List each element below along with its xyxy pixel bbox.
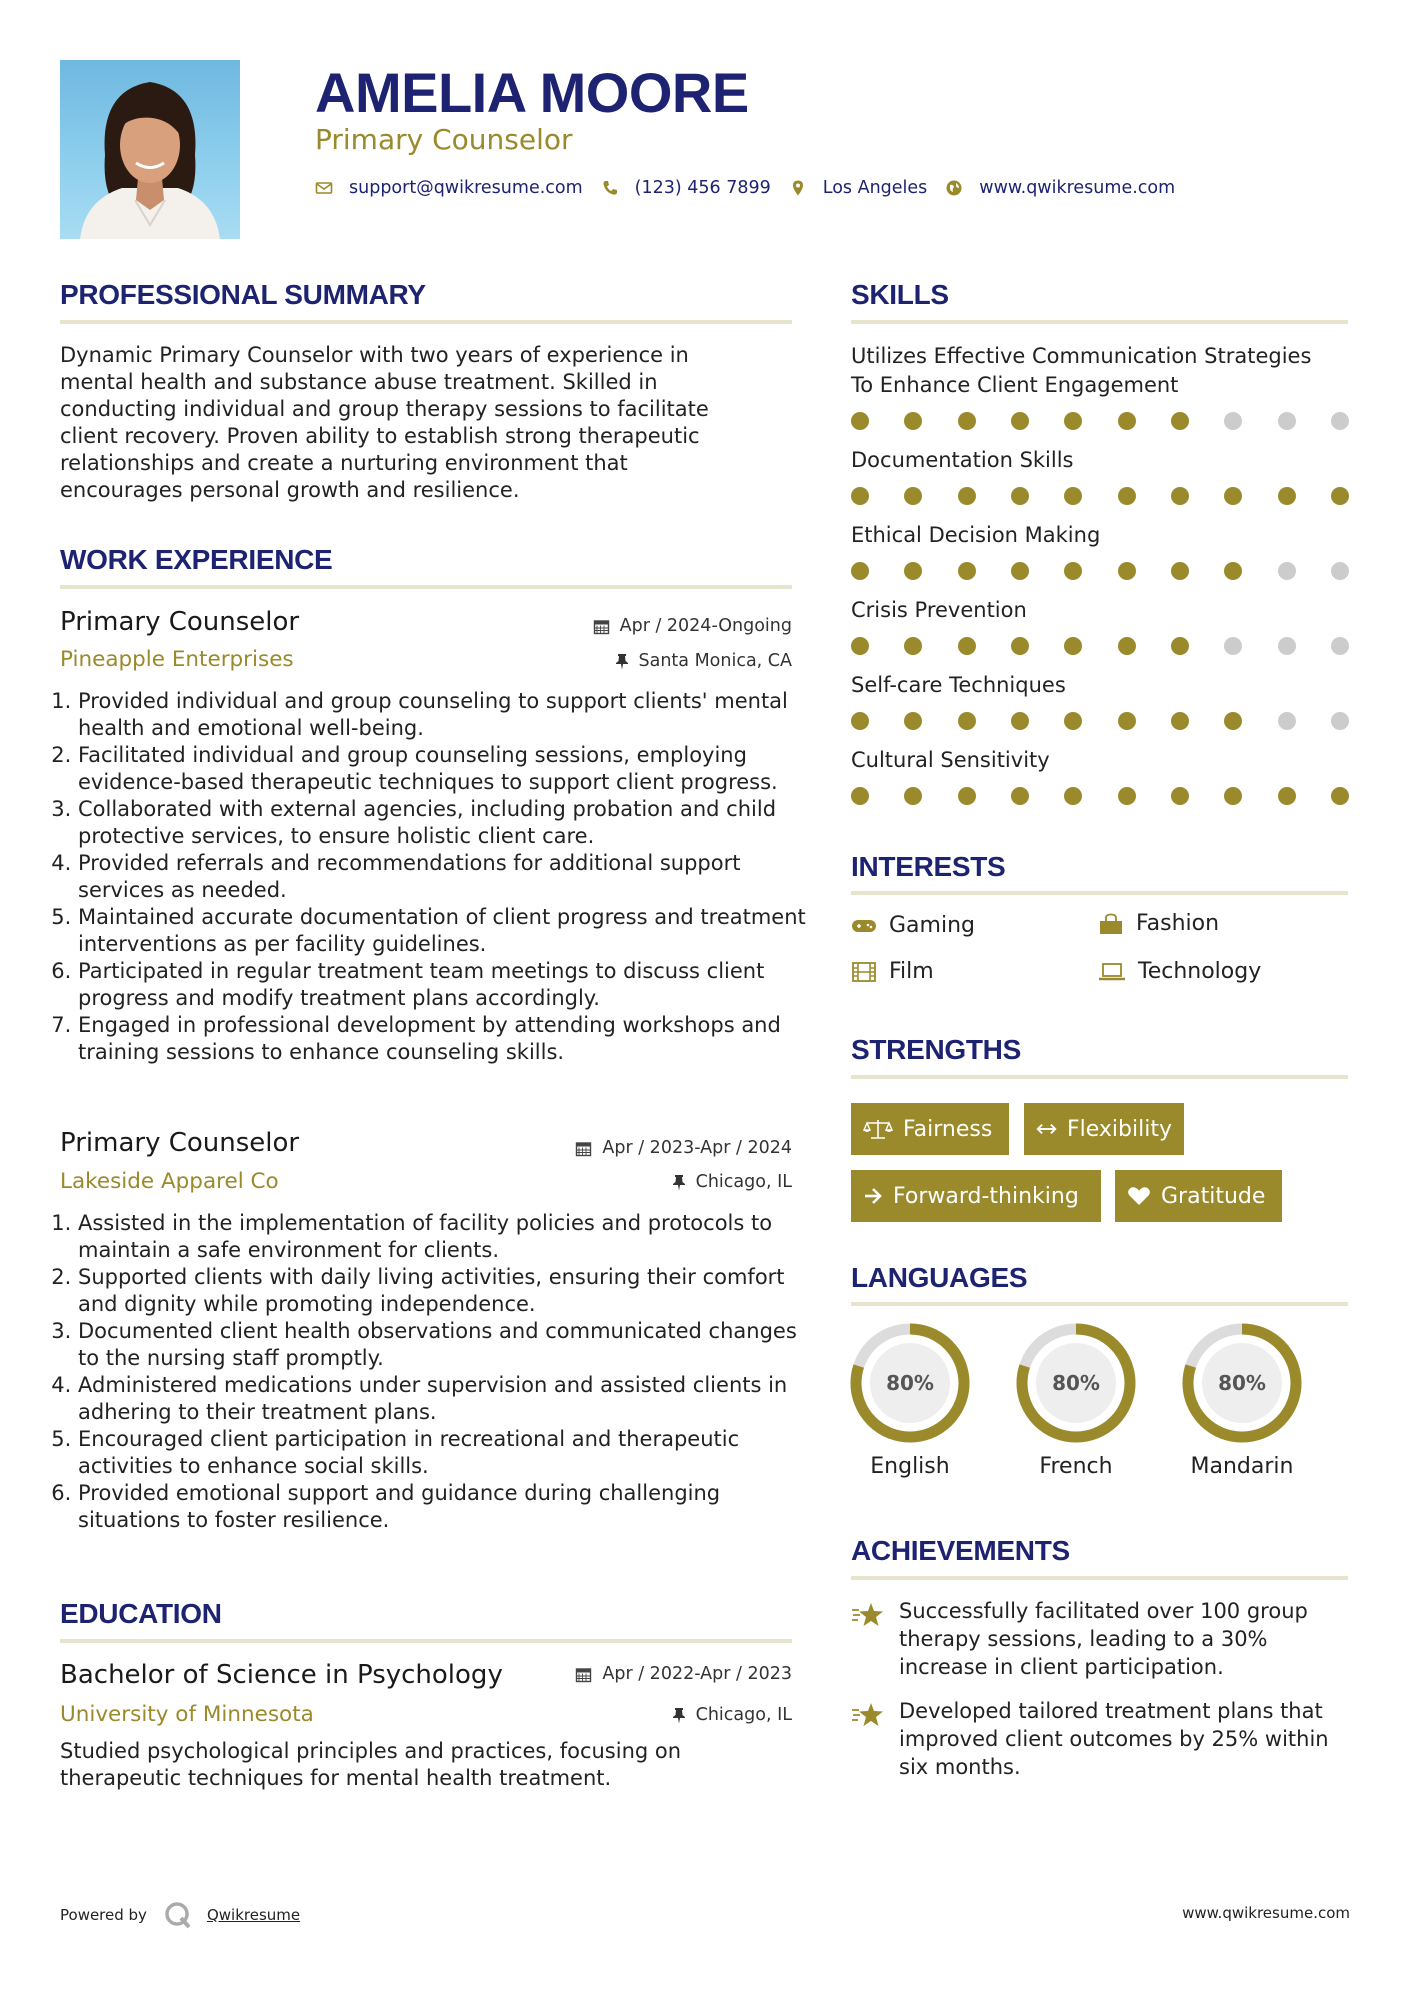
skill-dot-filled: [1171, 712, 1189, 730]
skill-item: [851, 596, 1351, 655]
skill-label: Utilizes Effective Communication Strategies: [851, 344, 1312, 368]
arrows-horizontal-icon: [1036, 1120, 1057, 1138]
skill-dot-filled: [1118, 637, 1136, 655]
job-responsibilities: [60, 688, 810, 1066]
language-percent: 80%: [886, 1371, 934, 1395]
skill-dot-filled: [1064, 487, 1082, 505]
education-line: therapeutic techniques for mental health treatment.: [60, 1766, 612, 1790]
summary-line: mental health and substance abuse treatment. Skilled in: [60, 370, 658, 394]
skill-label: Self-care Techniques: [851, 673, 1066, 697]
skill-item: [851, 342, 1351, 430]
pushpin-icon: [672, 1174, 686, 1191]
achievement-line: increase in client participation.: [899, 1655, 1224, 1679]
school-name: University of Minnesota: [60, 1702, 314, 1727]
education-location: [480, 1703, 792, 1727]
skill-dot-filled: [958, 637, 976, 655]
skill-dot-empty: [1278, 637, 1296, 655]
education-date: [480, 1662, 792, 1686]
pushpin-icon: [615, 653, 629, 670]
strength-tag-fairness: [851, 1103, 1009, 1155]
interest-label: Gaming: [889, 913, 975, 938]
map-pin-icon: [789, 179, 807, 197]
achievement-line: six months.: [899, 1755, 1021, 1779]
calendar-icon: [575, 1666, 592, 1683]
skill-dot-filled: [1118, 712, 1136, 730]
work-rule: [60, 585, 792, 589]
skill-dot-filled: [1011, 712, 1029, 730]
summary-heading: PROFESSIONAL SUMMARY: [60, 279, 426, 310]
skill-label: Cultural Sensitivity: [851, 748, 1050, 772]
skill-dot-filled: [904, 412, 922, 430]
contact-phone[interactable]: [601, 178, 771, 198]
heart-icon: [1127, 1186, 1151, 1206]
summary-text: [60, 342, 800, 504]
skill-dot-filled: [851, 487, 869, 505]
degree-title: Bachelor of Science in Psychology: [60, 1660, 503, 1690]
language-name: English: [870, 1454, 950, 1479]
skill-dot-filled: [1064, 562, 1082, 580]
skill-dot-filled: [904, 712, 922, 730]
interests-heading: INTERESTS: [851, 851, 1006, 882]
skill-dot-filled: [1011, 562, 1029, 580]
skill-dot-filled: [1064, 412, 1082, 430]
skill-rating: [851, 637, 1349, 655]
skill-dot-filled: [1331, 487, 1349, 505]
language-name: Mandarin: [1190, 1454, 1294, 1479]
interest-film: [851, 958, 934, 986]
skill-dot-filled: [1224, 562, 1242, 580]
skill-dot-filled: [958, 487, 976, 505]
achievements-rule: [851, 1576, 1348, 1580]
film-icon: [851, 961, 877, 983]
list-item: 1. Assisted in the implementation of facility policies and protocols to maintain a safe environment for clients.: [78, 1210, 810, 1264]
skill-dot-filled: [958, 412, 976, 430]
email-text: support@qwikresume.com: [349, 178, 583, 198]
footer-powered-by: [60, 1900, 300, 1930]
qwikresume-logo-icon: [163, 1900, 193, 1930]
summary-line: Dynamic Primary Counselor with two years of experience in: [60, 343, 689, 367]
skill-dot-filled: [1064, 787, 1082, 805]
strengths-heading: STRENGTHS: [851, 1034, 1021, 1065]
strength-label: Forward-thinking: [893, 1183, 1079, 1209]
list-item: 5. Maintained accurate documentation of client progress and treatment interventions as per facility guidelines.: [78, 904, 810, 958]
arrow-right-icon: [863, 1187, 883, 1205]
skill-dot-filled: [1278, 787, 1296, 805]
skill-dot-filled: [1224, 787, 1242, 805]
skill-dot-filled: [1118, 562, 1136, 580]
languages-heading: LANGUAGES: [851, 1262, 1028, 1293]
skill-dot-empty: [1278, 562, 1296, 580]
language-name: French: [1039, 1454, 1113, 1479]
strength-label: Gratitude: [1161, 1183, 1266, 1209]
list-item: 6. Provided emotional support and guidance during challenging situations to foster resilience.: [78, 1480, 810, 1534]
skill-dot-filled: [1064, 712, 1082, 730]
globe-icon: [945, 179, 963, 197]
achievement-text: [899, 1597, 1308, 1681]
powered-by-text: Powered by: [60, 1906, 147, 1924]
profile-photo: [60, 60, 240, 239]
skill-item: [851, 521, 1351, 580]
contact-website[interactable]: [945, 178, 1175, 198]
education-line: Studied psychological principles and practices, focusing on: [60, 1739, 682, 1763]
skill-dot-empty: [1331, 562, 1349, 580]
contact-location: [789, 178, 928, 198]
work-heading: WORK EXPERIENCE: [60, 544, 333, 575]
brand-link[interactable]: Qwikresume: [206, 1906, 301, 1924]
list-item: 3. Collaborated with external agencies, including probation and child protective services, to ensure holistic client care.: [78, 796, 810, 850]
job-date: [480, 1136, 792, 1160]
skill-dot-filled: [1171, 787, 1189, 805]
list-item: 4. Provided referrals and recommendations for additional support services as needed.: [78, 850, 810, 904]
shopping-bag-icon: [1098, 913, 1124, 935]
skill-item: [851, 446, 1351, 505]
skill-dot-empty: [1331, 637, 1349, 655]
contact-bar: [315, 178, 1193, 198]
skill-dot-empty: [1278, 712, 1296, 730]
language-item: [1001, 1322, 1151, 1479]
skill-dot-filled: [958, 562, 976, 580]
achievement-line: therapy sessions, leading to a 30%: [899, 1627, 1268, 1651]
skill-dot-filled: [851, 412, 869, 430]
strength-label: Fairness: [903, 1116, 993, 1142]
skill-label: To Enhance Client Engagement: [851, 373, 1179, 397]
skill-dot-empty: [1278, 412, 1296, 430]
calendar-icon: [575, 1140, 592, 1157]
language-item: [835, 1322, 985, 1479]
skill-dot-filled: [1171, 487, 1189, 505]
skill-dot-filled: [904, 487, 922, 505]
skill-rating: [851, 712, 1349, 730]
job-date-text: Apr / 2024-Ongoing: [619, 616, 792, 636]
job-date-text: Apr / 2023-Apr / 2024: [602, 1138, 792, 1158]
skill-dot-filled: [1011, 637, 1029, 655]
education-description: [60, 1738, 800, 1792]
envelope-icon: [315, 179, 333, 197]
list-item: 1. Provided individual and group counseling to support clients' mental health and emotional well-being.: [78, 688, 810, 742]
footer-website[interactable]: www.qwikresume.com: [1182, 1904, 1350, 1922]
star-icon: [851, 1601, 885, 1629]
skill-rating: [851, 787, 1349, 805]
achievement-item: [851, 1597, 1356, 1681]
summary-line: client recovery. Proven ability to establish strong therapeutic: [60, 424, 700, 448]
interest-label: Technology: [1138, 959, 1262, 984]
interest-fashion: [1098, 910, 1219, 938]
skill-dot-filled: [1118, 412, 1136, 430]
skill-dot-filled: [1224, 712, 1242, 730]
skill-dot-filled: [904, 562, 922, 580]
list-item: 7. Engaged in professional development by attending workshops and training sessions to enhance counseling skills.: [78, 1012, 810, 1066]
list-item: 4. Administered medications under supervision and assisted clients in adhering to their treatment plans.: [78, 1372, 810, 1426]
list-item: 6. Participated in regular treatment team meetings to discuss client progress and modify treatment plans accordingly.: [78, 958, 810, 1012]
summary-line: conducting individual and group therapy sessions to facilitate: [60, 397, 709, 421]
skill-dot-filled: [1171, 562, 1189, 580]
phone-icon: [601, 179, 619, 197]
skill-dot-filled: [1064, 637, 1082, 655]
skill-dot-filled: [1171, 412, 1189, 430]
strengths-rule: [851, 1075, 1348, 1079]
list-item: 2. Supported clients with daily living activities, ensuring their comfort and dignity while promoting independence.: [78, 1264, 810, 1318]
skill-dot-empty: [1224, 412, 1242, 430]
skill-dot-filled: [904, 637, 922, 655]
interest-gaming: [851, 912, 975, 940]
skill-item: [851, 746, 1351, 805]
achievement-line: improved client outcomes by 25% within: [899, 1727, 1329, 1751]
achievements-heading: ACHIEVEMENTS: [851, 1535, 1070, 1566]
skill-dot-empty: [1331, 412, 1349, 430]
candidate-name: AMELIA MOORE: [315, 61, 749, 124]
skill-rating: [851, 487, 1349, 505]
laptop-icon: [1098, 961, 1126, 983]
skill-dot-filled: [851, 787, 869, 805]
skill-dot-filled: [851, 637, 869, 655]
education-location-text: Chicago, IL: [695, 1705, 792, 1725]
job-location-text: Chicago, IL: [695, 1172, 792, 1192]
contact-email[interactable]: [315, 178, 583, 198]
interest-label: Film: [889, 959, 934, 984]
list-item: 5. Encouraged client participation in recreational and therapeutic activities to enhance social skills.: [78, 1426, 810, 1480]
location-text: Los Angeles: [822, 178, 928, 198]
job-company: Lakeside Apparel Co: [60, 1169, 279, 1194]
language-ring: [1181, 1322, 1303, 1444]
skill-label: Crisis Prevention: [851, 598, 1027, 622]
skill-label: Documentation Skills: [851, 448, 1074, 472]
education-heading: EDUCATION: [60, 1598, 222, 1629]
education-date-text: Apr / 2022-Apr / 2023: [602, 1664, 792, 1684]
achievement-line: Developed tailored treatment plans that: [899, 1699, 1323, 1723]
strength-tag-forward-thinking: [851, 1170, 1101, 1222]
language-ring: [1015, 1322, 1137, 1444]
skills-rule: [851, 320, 1348, 324]
skill-label: Ethical Decision Making: [851, 523, 1101, 547]
skill-dot-filled: [1118, 787, 1136, 805]
job-title: Primary Counselor: [60, 607, 300, 637]
skill-dot-empty: [1331, 712, 1349, 730]
skills-heading: SKILLS: [851, 279, 949, 310]
job-location: [480, 649, 792, 673]
phone-text: (123) 456 7899: [634, 178, 771, 198]
skill-dot-filled: [1278, 487, 1296, 505]
strength-tag-flexibility: [1024, 1103, 1184, 1155]
job-location: [480, 1170, 792, 1194]
interests-rule: [851, 891, 1348, 895]
interest-technology: [1098, 958, 1261, 986]
job-title: Primary Counselor: [60, 1128, 300, 1158]
skill-dot-filled: [904, 787, 922, 805]
skill-dot-filled: [1011, 487, 1029, 505]
strength-label: Flexibility: [1067, 1116, 1172, 1142]
summary-rule: [60, 320, 792, 324]
language-item: [1167, 1322, 1317, 1479]
skill-dot-filled: [1331, 787, 1349, 805]
strength-tag-gratitude: [1115, 1170, 1282, 1222]
skill-dot-filled: [958, 712, 976, 730]
star-icon: [851, 1701, 885, 1729]
skill-dot-filled: [851, 562, 869, 580]
website-text: www.qwikresume.com: [979, 178, 1176, 198]
skill-rating: [851, 562, 1349, 580]
skill-rating: [851, 412, 1349, 430]
language-ring: [849, 1322, 971, 1444]
job-company: Pineapple Enterprises: [60, 647, 294, 672]
education-rule: [60, 1639, 792, 1643]
skill-dot-filled: [1171, 637, 1189, 655]
skill-dot-filled: [1224, 487, 1242, 505]
languages-rule: [851, 1302, 1348, 1306]
achievement-text: [899, 1697, 1329, 1781]
gamepad-icon: [851, 917, 877, 935]
language-percent: 80%: [1218, 1371, 1266, 1395]
language-percent: 80%: [1052, 1371, 1100, 1395]
job-location-text: Santa Monica, CA: [638, 651, 792, 671]
list-item: 3. Documented client health observations and communicated changes to the nursing staff promptly.: [78, 1318, 810, 1372]
calendar-icon: [593, 618, 610, 635]
candidate-title: Primary Counselor: [315, 123, 573, 156]
skill-dot-filled: [851, 712, 869, 730]
summary-line: relationships and create a nurturing environment that: [60, 451, 628, 475]
summary-line: encourages personal growth and resilience.: [60, 478, 520, 502]
job-date: [480, 614, 792, 638]
interest-label: Fashion: [1136, 911, 1220, 936]
achievement-item: [851, 1697, 1356, 1781]
skill-item: [851, 671, 1351, 730]
pushpin-icon: [672, 1707, 686, 1724]
list-item: 2. Facilitated individual and group counseling sessions, employing evidence-based therapeutic techniques to support client progress.: [78, 742, 810, 796]
job-responsibilities: [60, 1210, 810, 1534]
balance-scale-icon: [863, 1118, 893, 1140]
skill-dot-filled: [1118, 487, 1136, 505]
achievement-line: Successfully facilitated over 100 group: [899, 1599, 1308, 1623]
skill-dot-filled: [958, 787, 976, 805]
skill-dot-filled: [1011, 412, 1029, 430]
skill-dot-empty: [1224, 637, 1242, 655]
skill-dot-filled: [1011, 787, 1029, 805]
